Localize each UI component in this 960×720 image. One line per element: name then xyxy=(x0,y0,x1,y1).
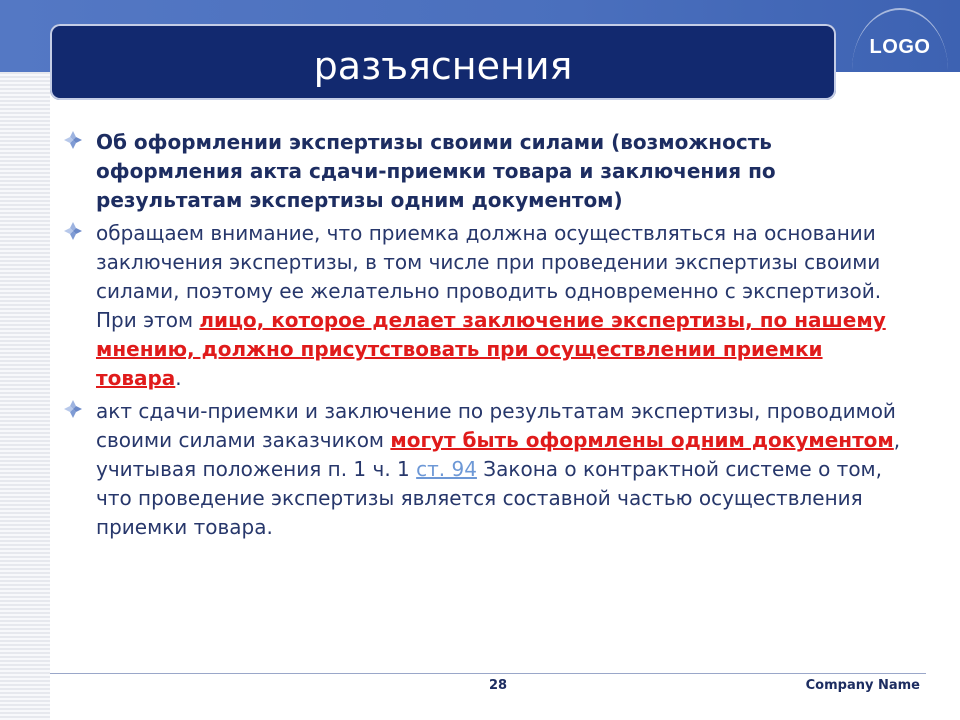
company-name: Company Name xyxy=(805,678,920,693)
title-bar xyxy=(50,24,836,100)
diamond-bullet-icon xyxy=(62,129,84,151)
law-article-link[interactable]: ст. 94 xyxy=(416,457,477,481)
bullet-text-end: . xyxy=(175,366,182,390)
bullet-text-middle: , учитывая положения п. 1 ч. 1 xyxy=(96,428,901,481)
bullet-item-2 xyxy=(62,219,912,393)
highlighted-text: лицо, которое делает заключение экспертизы, по нашему мнению, должно присутствовать при осуществлении приемки товара xyxy=(96,308,886,390)
bullet-text: обращаем внимание, что приемка должна осуществляться на основании заключения экспертизы, в том числе при проведении экспертизы своими силами, поэтому ее желательно проводить одновременно с экспертизой. При этом xyxy=(96,221,882,332)
footer-divider xyxy=(50,673,926,674)
logo-text: LOGO xyxy=(869,36,931,58)
bullet-item-1 xyxy=(62,128,912,215)
left-stripes-decoration xyxy=(0,72,50,720)
logo xyxy=(840,0,960,72)
page-title: разъяснения xyxy=(313,44,573,88)
bullet-text: Об оформлении экспертизы своими силами (возможность оформления акта сдачи-приемки товара и заключения по результатам экспертизы одним документом) xyxy=(96,130,776,212)
diamond-bullet-icon xyxy=(62,220,84,242)
content-area xyxy=(62,128,912,546)
page-number: 28 xyxy=(488,678,508,693)
bullet-text-end: Закона о контрактной системе о том, что проведение экспертизы является составной частью осуществления приемки товара. xyxy=(96,457,883,539)
diamond-bullet-icon xyxy=(62,398,84,420)
bullet-text: акт сдачи-приемки и заключение по результатам экспертизы, проводимой своими силами заказчиком xyxy=(96,399,896,452)
bullet-item-3 xyxy=(62,397,912,542)
highlighted-text: могут быть оформлены одним документом xyxy=(390,428,894,452)
